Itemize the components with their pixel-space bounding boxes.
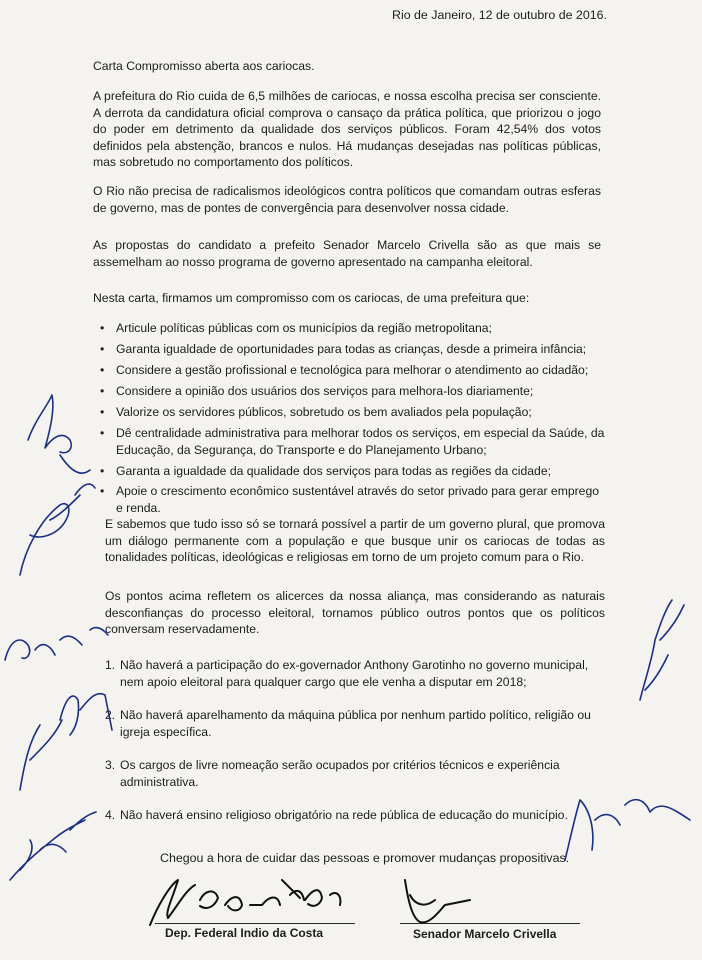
margin-initial-6 — [10, 812, 96, 880]
point-number: 3. — [105, 757, 116, 772]
list-item — [105, 757, 607, 790]
margin-initial-7 — [640, 600, 684, 700]
paragraph-intro: A prefeitura do Rio cuida de 6,5 milhões de cariocas, e nossa escolha precisa ser consciente. A derrota da candidatura oficial comprova o cansaço da prática política, que priorizou o jogo do poder em detrimento da qualidade dos serviços públicos. Foram 42,54% dos votos definidos pela abstenção, brancos e nulos. Há mudanças desejadas nas políticas públicas, mas sobretudo no comportamento dos políticos. — [93, 89, 601, 170]
signature-indio-da-costa — [150, 880, 340, 925]
list-item — [105, 657, 607, 690]
list-item: • Considere a opinião dos usuários dos serviços para melhora-los diariamente; — [100, 383, 605, 400]
list-item: • Dê centralidade administrativa para melhorar todos os serviços, em especial da Saúde, da Educação, da Segurança, do Transporte e do Planejamento Urbano; — [100, 425, 605, 458]
point-text: Não haverá a participação do ex-governador Anthony Garotinho no governo municipal, nem apoio eleitoral para qualquer cargo que ele venha a disputar em 2018; — [120, 658, 589, 689]
signatory-right-name: Senador Marcelo Crivella — [413, 927, 557, 941]
list-item: • Considere a gestão profissional e tecnológica para melhorar o atendimento ao cidadão; — [100, 362, 605, 379]
list-item: • Apoie o crescimento econômico sustentável através do setor privado para gerar emprego e renda. — [100, 483, 605, 516]
margin-initial-2 — [60, 455, 90, 473]
signature-line-left — [155, 923, 355, 924]
closing-sentence: Chegou a hora de cuidar das pessoas e promover mudanças propositivas. — [160, 851, 570, 865]
margin-initial-1 — [28, 395, 71, 453]
paragraph-alliance: Os pontos acima refletem os alicerces da nossa aliança, mas considerando as naturais desconfianças do processo eleitoral, tornamos público outros pontos que os políticos conversam reservadamente. — [105, 589, 605, 637]
margin-initial-3 — [20, 484, 95, 575]
signature-line-right — [400, 923, 580, 924]
list-item — [105, 707, 607, 740]
point-number: 1. — [105, 658, 116, 672]
list-item: • Valorize os servidores públicos, sobretudo os bem avaliados pela população; — [100, 404, 605, 421]
paragraph-plural-government: E sabemos que tudo isso só se tornará possível a partir de um governo plural, que promova um diálogo permanente com a população e que busque unir os cariocas de todas as tonalidades políticas, ideológicas e religiosas em torno de um projeto comum para o Rio. — [105, 517, 605, 565]
letter-date: Rio de Janeiro, 12 de outubro de 2016. — [392, 8, 607, 22]
paragraph-commitment: Nesta carta, firmamos um compromisso com os cariocas, de uma prefeitura que: — [93, 291, 530, 305]
point-number: 2. — [105, 707, 116, 722]
list-item: • Garanta a igualdade da qualidade dos serviços para todas as regiões da cidade; — [100, 463, 605, 480]
commitment-list — [100, 320, 605, 521]
list-item: • Garanta igualdade de oportunidades para todas as crianças, desde a primeira infância; — [100, 341, 605, 358]
paragraph-proposals: As propostas do candidato a prefeito Senador Marcelo Crivella são as que mais se assemelham ao nosso programa de governo apresentado na campanha eleitoral. — [93, 238, 601, 269]
margin-initial-4 — [5, 628, 108, 660]
point-text: Os cargos de livre nomeação serão ocupados por critérios técnicos e experiência administrativa. — [120, 757, 560, 789]
point-text: Não haverá ensino religioso obrigatório na rede pública de educação do município. — [120, 807, 568, 822]
list-item — [105, 807, 607, 824]
point-text: Não haverá aparelhamento da máquina pública por nenhum partido político, religião ou igreja específica. — [120, 707, 591, 739]
reserved-points-list — [105, 657, 607, 840]
margin-initial-5 — [20, 694, 112, 790]
paragraph-radicalism: O Rio não precisa de radicalismos ideológicos contra políticos que comandam outras esferas de governo, mas de pontes de convergência para desenvolver nossa cidade. — [93, 184, 601, 215]
signature-marcelo-crivella — [405, 880, 470, 922]
letter-title: Carta Compromisso aberta aos cariocas. — [93, 59, 315, 73]
point-number: 4. — [105, 807, 116, 822]
list-item: • Articule políticas públicas com os municípios da região metropolitana; — [100, 320, 605, 337]
signatory-left-name: Dep. Federal Indio da Costa — [165, 926, 324, 940]
